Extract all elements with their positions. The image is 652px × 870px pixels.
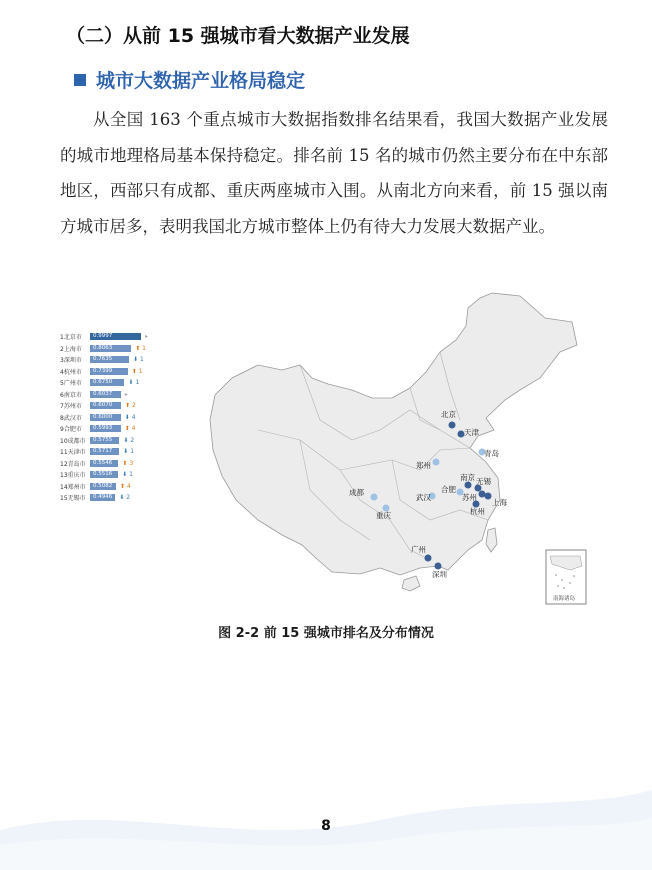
arrow-up-icon: ⬆ <box>122 459 128 467</box>
rank-row <box>60 389 190 401</box>
rank-row <box>60 435 190 447</box>
subsection-title: 城市大数据产业格局稳定 <box>96 70 306 92</box>
rank-change <box>132 368 154 375</box>
city-label-guangzhou: 广州 <box>411 545 426 554</box>
rank-city-label: 1北京市 <box>60 334 82 342</box>
rank-value-label: 0.5755 <box>93 436 113 443</box>
rank-row <box>60 492 190 504</box>
rank-value-label: 0.5717 <box>93 448 113 455</box>
rank-city-label: 10成都市 <box>60 437 86 445</box>
rank-value-label: 0.6070 <box>93 402 113 409</box>
rank-row <box>60 423 190 435</box>
rank-value-label: 0.8063 <box>93 344 113 351</box>
rank-change-value: 2 <box>131 402 136 410</box>
rank-row <box>60 446 190 458</box>
city-dot-nanjing <box>465 482 472 489</box>
arrow-up-icon: ⬆ <box>119 482 125 490</box>
rank-bar <box>90 368 128 375</box>
city-label-beijing: 北京 <box>441 410 456 419</box>
rank-change <box>122 471 144 478</box>
rank-bar <box>90 483 116 490</box>
rank-city-label: 3深圳市 <box>60 357 82 365</box>
rank-row <box>60 469 190 481</box>
arrow-up-icon: ⬆ <box>131 367 137 375</box>
city-label-wuhan: 武汉 <box>416 493 431 502</box>
rank-bar <box>90 333 141 340</box>
rank-bar <box>90 356 129 363</box>
rank-change-value: 1 <box>139 356 144 364</box>
rank-row <box>60 366 190 378</box>
city-dot-suzhou <box>479 491 486 498</box>
city-label-suzhou: 苏州 <box>462 493 477 502</box>
rank-row <box>60 377 190 389</box>
rank-bar <box>90 391 121 398</box>
arrow-down-icon: ⬇ <box>119 494 125 502</box>
arrow-down-icon: ⬇ <box>123 448 129 456</box>
rank-change <box>120 483 142 490</box>
china-mainland-shape <box>210 293 577 575</box>
rank-change <box>135 345 157 352</box>
rank-change <box>125 425 147 432</box>
rank-bar <box>90 425 121 432</box>
rank-change <box>122 460 144 467</box>
rank-bar <box>90 471 118 478</box>
city-label-chengdu: 成都 <box>349 488 364 497</box>
rank-bar <box>90 402 121 409</box>
city-dot-shenzhen <box>435 563 442 570</box>
arrow-down-icon: ⬇ <box>122 471 128 479</box>
figure-caption: 图 2-2 前 15 强城市排名及分布情况 <box>218 626 434 641</box>
rank-bar <box>90 379 124 386</box>
rank-change-value: 4 <box>131 413 136 421</box>
rank-row <box>60 343 190 355</box>
rank-city-label: 8武汉市 <box>60 414 82 422</box>
rank-city-label: 4杭州市 <box>60 368 82 376</box>
rank-change <box>123 437 145 444</box>
flat-marker-icon: ▸ <box>124 390 128 398</box>
city-dot-zhengzhou <box>433 459 440 466</box>
rank-value-label: 0.5546 <box>93 459 113 466</box>
city-dot-guangzhou <box>425 555 432 562</box>
rank-bar <box>90 448 119 455</box>
city-dot-shanghai <box>485 493 492 500</box>
rank-change-value: 1 <box>129 471 133 479</box>
rank-change <box>128 379 150 386</box>
rank-value-label: 0.5516 <box>93 471 113 478</box>
rank-bar <box>90 414 121 421</box>
rank-change-value: 2 <box>126 494 131 502</box>
rank-value-label: 0.6000 <box>93 413 113 420</box>
page-number: 8 <box>321 818 331 834</box>
rank-city-label: 14郑州市 <box>60 483 86 491</box>
rank-change-value: 3 <box>129 459 134 467</box>
city-label-hefei: 合肥 <box>441 485 456 494</box>
rank-change <box>125 414 147 421</box>
rank-city-label: 11天津市 <box>60 449 86 457</box>
rank-value-label: 0.9997 <box>93 333 113 340</box>
city-label-tianjin: 天津 <box>464 428 479 437</box>
rank-bar <box>90 494 115 501</box>
rank-row <box>60 481 190 493</box>
decorative-wave <box>0 740 652 870</box>
arrow-down-icon: ⬇ <box>132 356 138 364</box>
rank-row <box>60 412 190 424</box>
rank-change-value: 1 <box>138 367 143 375</box>
rank-row <box>60 331 190 343</box>
hainan-island <box>402 576 420 591</box>
rank-value-label: 0.6037 <box>93 390 113 397</box>
rank-change <box>119 494 141 501</box>
rank-value-label: 0.7635 <box>93 356 113 363</box>
rank-row <box>60 400 190 412</box>
rank-change-value: 1 <box>135 379 140 387</box>
south-sea-inset <box>546 550 586 604</box>
arrow-up-icon: ⬆ <box>124 402 130 410</box>
rank-city-label: 9合肥市 <box>60 426 82 434</box>
rank-city-label: 6南京市 <box>60 391 82 399</box>
rank-bar <box>90 460 118 467</box>
rank-value-label: 0.5993 <box>93 425 113 432</box>
rank-change <box>125 402 147 409</box>
rank-value-label: 0.5082 <box>93 482 113 489</box>
rank-bar <box>90 345 131 352</box>
ranking-chart <box>60 331 190 504</box>
section-title: （二）从前 15 强城市看大数据产业发展 <box>66 25 410 47</box>
inset-label: 南海诸岛 <box>553 596 576 602</box>
rank-change-value: 4 <box>126 482 131 490</box>
city-label-shenzhen: 深圳 <box>432 570 447 579</box>
arrow-down-icon: ⬇ <box>123 436 129 444</box>
city-label-chongqing: 重庆 <box>376 511 391 520</box>
taiwan-island <box>486 528 497 552</box>
rank-change-value: 1 <box>130 448 135 456</box>
arrow-down-icon: ⬇ <box>124 413 130 421</box>
city-label-nanjing: 南京 <box>460 473 475 482</box>
rank-value-label: 0.4946 <box>93 494 113 501</box>
body-paragraph: 从全国 163 个重点城市大数据指数排名结果看，我国大数据产业发展的城市地理格局基本保持稳定。排名前 15 名的城市仍然主要分布在中东部地区，西部只有成都、重庆两座城市入围。从南北方向来看，前 15 强以南方城市居多，表明我国北方城市整体上仍有待大力发展大数据产业。 <box>60 110 608 236</box>
rank-change <box>125 391 147 398</box>
rank-change-value: 1 <box>142 344 146 352</box>
arrow-up-icon: ⬆ <box>135 344 141 352</box>
rank-row <box>60 354 190 366</box>
rank-change <box>133 356 155 363</box>
arrow-down-icon: ⬇ <box>128 379 134 387</box>
rank-change-value: 2 <box>130 436 135 444</box>
city-label-wuxi: 无锡 <box>476 477 491 486</box>
flat-marker-icon: ▸ <box>144 333 148 341</box>
rank-city-label: 7苏州市 <box>60 403 82 411</box>
rank-change-value: 4 <box>131 425 136 433</box>
city-label-qingdao: 青岛 <box>484 449 499 458</box>
rank-city-label: 15无锡市 <box>60 495 86 503</box>
city-dot-chengdu <box>371 494 378 501</box>
rank-city-label: 13重庆市 <box>60 472 86 480</box>
city-label-hangzhou: 杭州 <box>470 507 485 516</box>
city-label-shanghai: 上海 <box>492 498 507 507</box>
rank-value-label: 0.6750 <box>93 379 113 386</box>
rank-city-label: 2上海市 <box>60 345 82 353</box>
rank-city-label: 12青岛市 <box>60 460 86 468</box>
rank-row <box>60 458 190 470</box>
rank-change <box>145 333 167 340</box>
rank-city-label: 5广州市 <box>60 380 82 388</box>
rank-value-label: 0.7399 <box>93 367 113 374</box>
city-dot-beijing <box>449 422 456 429</box>
arrow-up-icon: ⬆ <box>124 425 130 433</box>
rank-bar <box>90 437 119 444</box>
rank-change <box>123 448 145 455</box>
city-label-zhengzhou: 郑州 <box>416 461 431 470</box>
